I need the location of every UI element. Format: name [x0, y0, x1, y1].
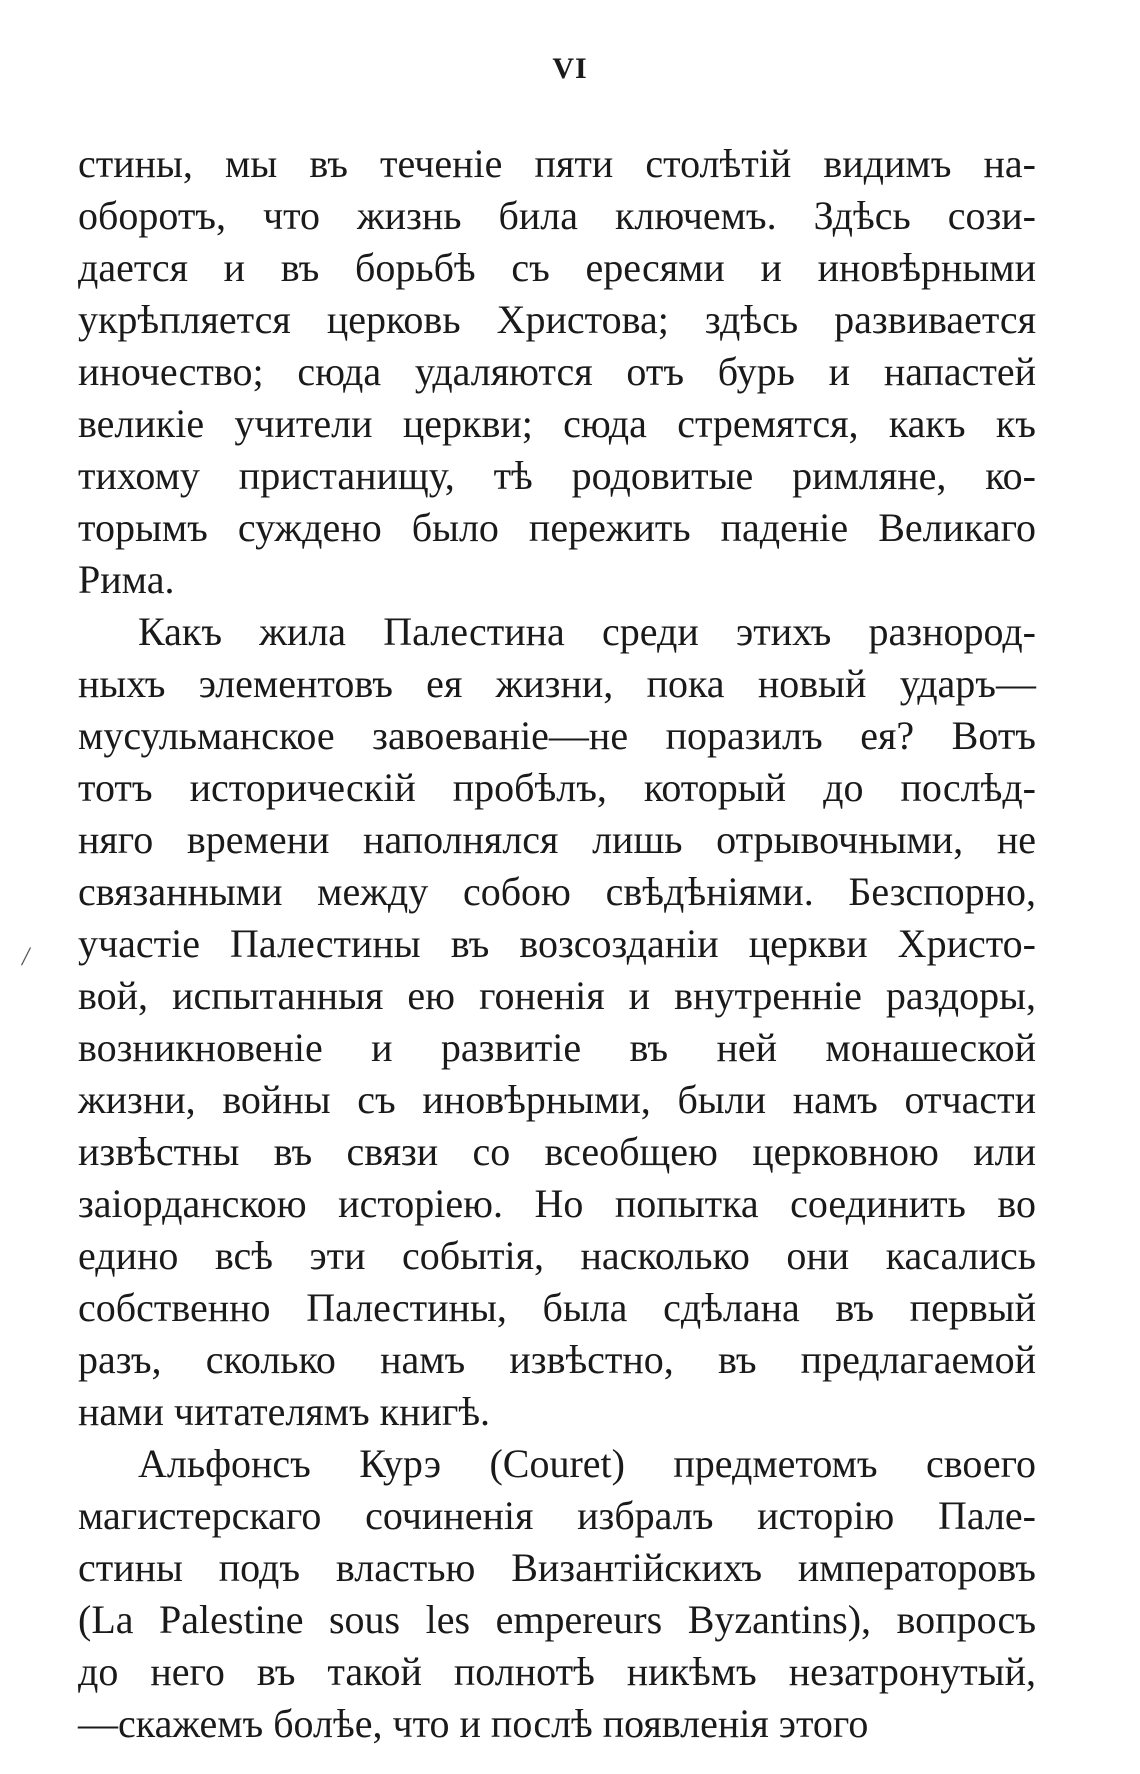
text-line: стины подъ властью Византійскихъ императоровъ	[78, 1545, 1036, 1590]
text-line: едино всѣ эти событія, насколько они касались	[78, 1233, 1036, 1278]
text-line: магистерскаго сочиненія избралъ исторію Пале-	[78, 1493, 1036, 1538]
text-line: оборотъ, что жизнь била ключемъ. Здѣсь сози-	[78, 193, 1036, 238]
text-line: Рима.	[78, 557, 175, 602]
text-line: участіе Палестины въ возсозданіи церкви Христо-	[78, 921, 1036, 966]
text-line: связанными между собою свѣдѣніями. Безспорно,	[78, 869, 1036, 914]
text-line: няго времени наполнялся лишь отрывочными, не	[78, 817, 1036, 862]
text-line: Какъ жила Палестина среди этихъ разнород-	[138, 609, 1036, 654]
text-line: заіорданскою исторіею. Но попытка соединить во	[78, 1181, 1036, 1226]
text-line: укрѣпляется церковь Христова; здѣсь развивается	[78, 297, 1036, 342]
text-line: разъ, сколько намъ извѣстно, въ предлагаемой	[78, 1337, 1036, 1382]
text-line: дается и въ борьбѣ съ ересями и иновѣрными	[78, 245, 1036, 290]
text-line: тихому пристанищу, тѣ родовитые римляне, ко-	[78, 453, 1036, 498]
paragraph	[78, 606, 1036, 1438]
paragraph	[78, 138, 1036, 606]
text-line: вой, испытанныя ею гоненія и внутренніе раздоры,	[78, 973, 1036, 1018]
text-line: иночество; сюда удаляются отъ бурь и напастей	[78, 349, 1036, 394]
margin-mark: /	[22, 942, 30, 971]
text-line: собственно Палестины, была сдѣлана въ первый	[78, 1285, 1036, 1330]
page-number: VI	[552, 52, 588, 85]
body-text	[78, 138, 1036, 1750]
text-line: (La Palestine sous les empereurs Byzantins), вопросъ	[78, 1597, 1036, 1642]
text-line: стины, мы въ теченіе пяти столѣтій видимъ на-	[78, 141, 1036, 186]
paragraph	[78, 1438, 1036, 1750]
text-line: нами читателямъ книгѣ.	[78, 1389, 491, 1434]
text-line: тотъ историческій пробѣлъ, который до послѣд-	[78, 765, 1036, 810]
text-line: великіе учители церкви; сюда стремятся, какъ къ	[78, 401, 1036, 446]
text-line: —скажемъ болѣе, что и послѣ появленія этого	[78, 1701, 869, 1746]
text-line: возникновеніе и развитіе въ ней монашеской	[78, 1025, 1036, 1070]
text-line: до него въ такой полнотѣ никѣмъ незатронутый,	[78, 1649, 1036, 1694]
text-line: мусульманское завоеваніе—не поразилъ ея? Вотъ	[78, 713, 1036, 758]
text-line: жизни, войны съ иновѣрными, были намъ отчасти	[78, 1077, 1036, 1122]
text-line: торымъ суждено было пережить паденіе Великаго	[78, 505, 1036, 550]
text-line: извѣстны въ связи со всеобщею церковною или	[78, 1129, 1036, 1174]
text-line: ныхъ элементовъ ея жизни, пока новый ударъ—	[78, 661, 1036, 706]
text-line: Альфонсъ Курэ (Couret) предметомъ своего	[138, 1441, 1036, 1486]
